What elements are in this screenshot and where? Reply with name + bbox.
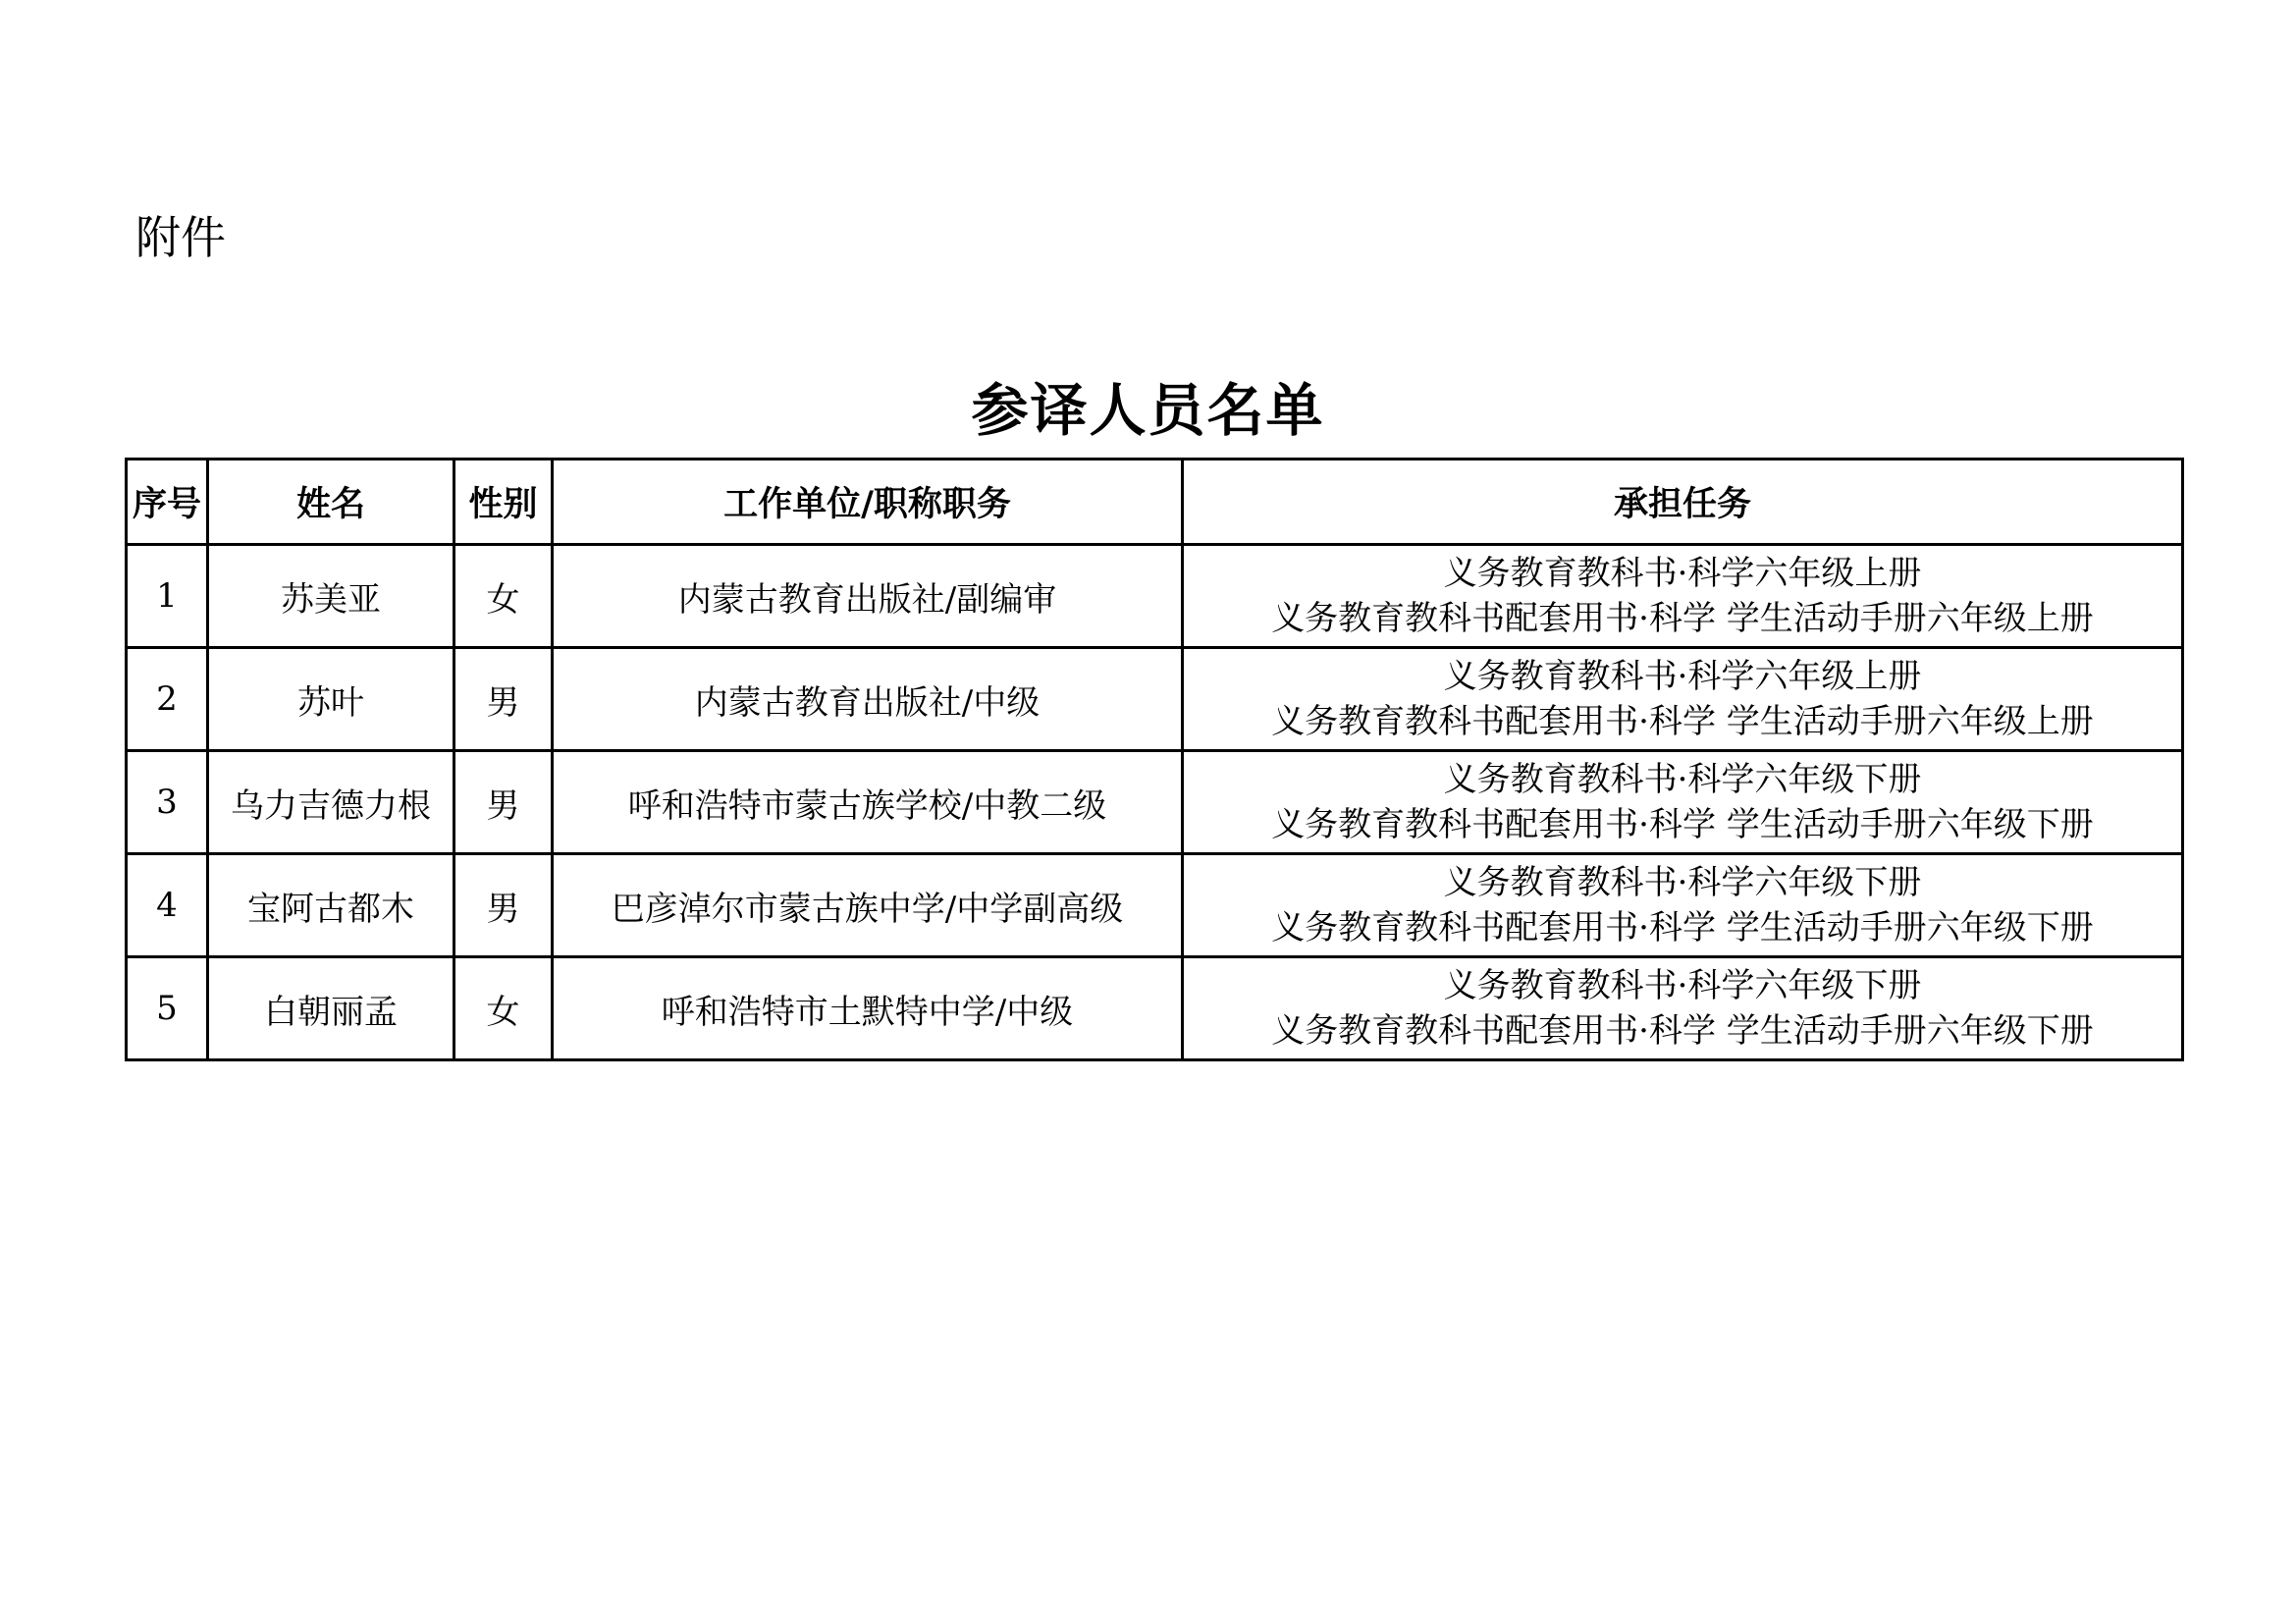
cell-work-unit: 内蒙古教育出版社/中级 [553,648,1183,751]
table-row [127,545,2183,648]
cell-task [1183,957,2183,1060]
header-serial-number: 序号 [127,460,208,545]
task-line-1: 义务教育教科书·科学六年级上册 [1443,657,1922,696]
cell-task [1183,545,2183,648]
header-task: 承担任务 [1183,460,2183,545]
personnel-table [125,458,2184,1061]
cell-name: 苏叶 [208,648,454,751]
cell-serial-number: 5 [127,957,208,1060]
task-line-1: 义务教育教科书·科学六年级下册 [1443,760,1922,799]
header-work-unit: 工作单位/职称职务 [553,460,1183,545]
cell-work-unit: 呼和浩特市蒙古族学校/中教二级 [553,751,1183,854]
cell-gender: 女 [454,957,553,1060]
cell-task [1183,648,2183,751]
table-row [127,854,2183,957]
cell-task [1183,751,2183,854]
cell-work-unit: 巴彦淖尔市蒙古族中学/中学副高级 [553,854,1183,957]
task-line-1: 义务教育教科书·科学六年级下册 [1443,966,1922,1005]
cell-work-unit: 呼和浩特市土默特中学/中级 [553,957,1183,1060]
table-row [127,957,2183,1060]
cell-gender: 男 [454,648,553,751]
cell-name: 白朝丽孟 [208,957,454,1060]
task-line-2: 义务教育教科书配套用书·科学 学生活动手册六年级下册 [1271,1011,2094,1051]
page-title: 参译人员名单 [971,377,1325,444]
table-row [127,648,2183,751]
cell-gender: 男 [454,751,553,854]
task-line-1: 义务教育教科书·科学六年级下册 [1443,863,1922,902]
cell-gender: 男 [454,854,553,957]
table-header-row [127,460,2183,545]
task-line-1: 义务教育教科书·科学六年级上册 [1443,554,1922,593]
task-line-2: 义务教育教科书配套用书·科学 学生活动手册六年级上册 [1271,599,2094,638]
cell-serial-number: 4 [127,854,208,957]
cell-serial-number: 1 [127,545,208,648]
cell-name: 宝阿古都木 [208,854,454,957]
task-line-2: 义务教育教科书配套用书·科学 学生活动手册六年级下册 [1271,908,2094,947]
cell-name: 苏美亚 [208,545,454,648]
cell-name: 乌力吉德力根 [208,751,454,854]
cell-serial-number: 2 [127,648,208,751]
table-row [127,751,2183,854]
cell-work-unit: 内蒙古教育出版社/副编审 [553,545,1183,648]
cell-task [1183,854,2183,957]
task-line-2: 义务教育教科书配套用书·科学 学生活动手册六年级下册 [1271,805,2094,844]
cell-serial-number: 3 [127,751,208,854]
header-name: 姓名 [208,460,454,545]
header-gender: 性别 [454,460,553,545]
attachment-label: 附件 [135,211,226,264]
task-line-2: 义务教育教科书配套用书·科学 学生活动手册六年级上册 [1271,702,2094,741]
cell-gender: 女 [454,545,553,648]
